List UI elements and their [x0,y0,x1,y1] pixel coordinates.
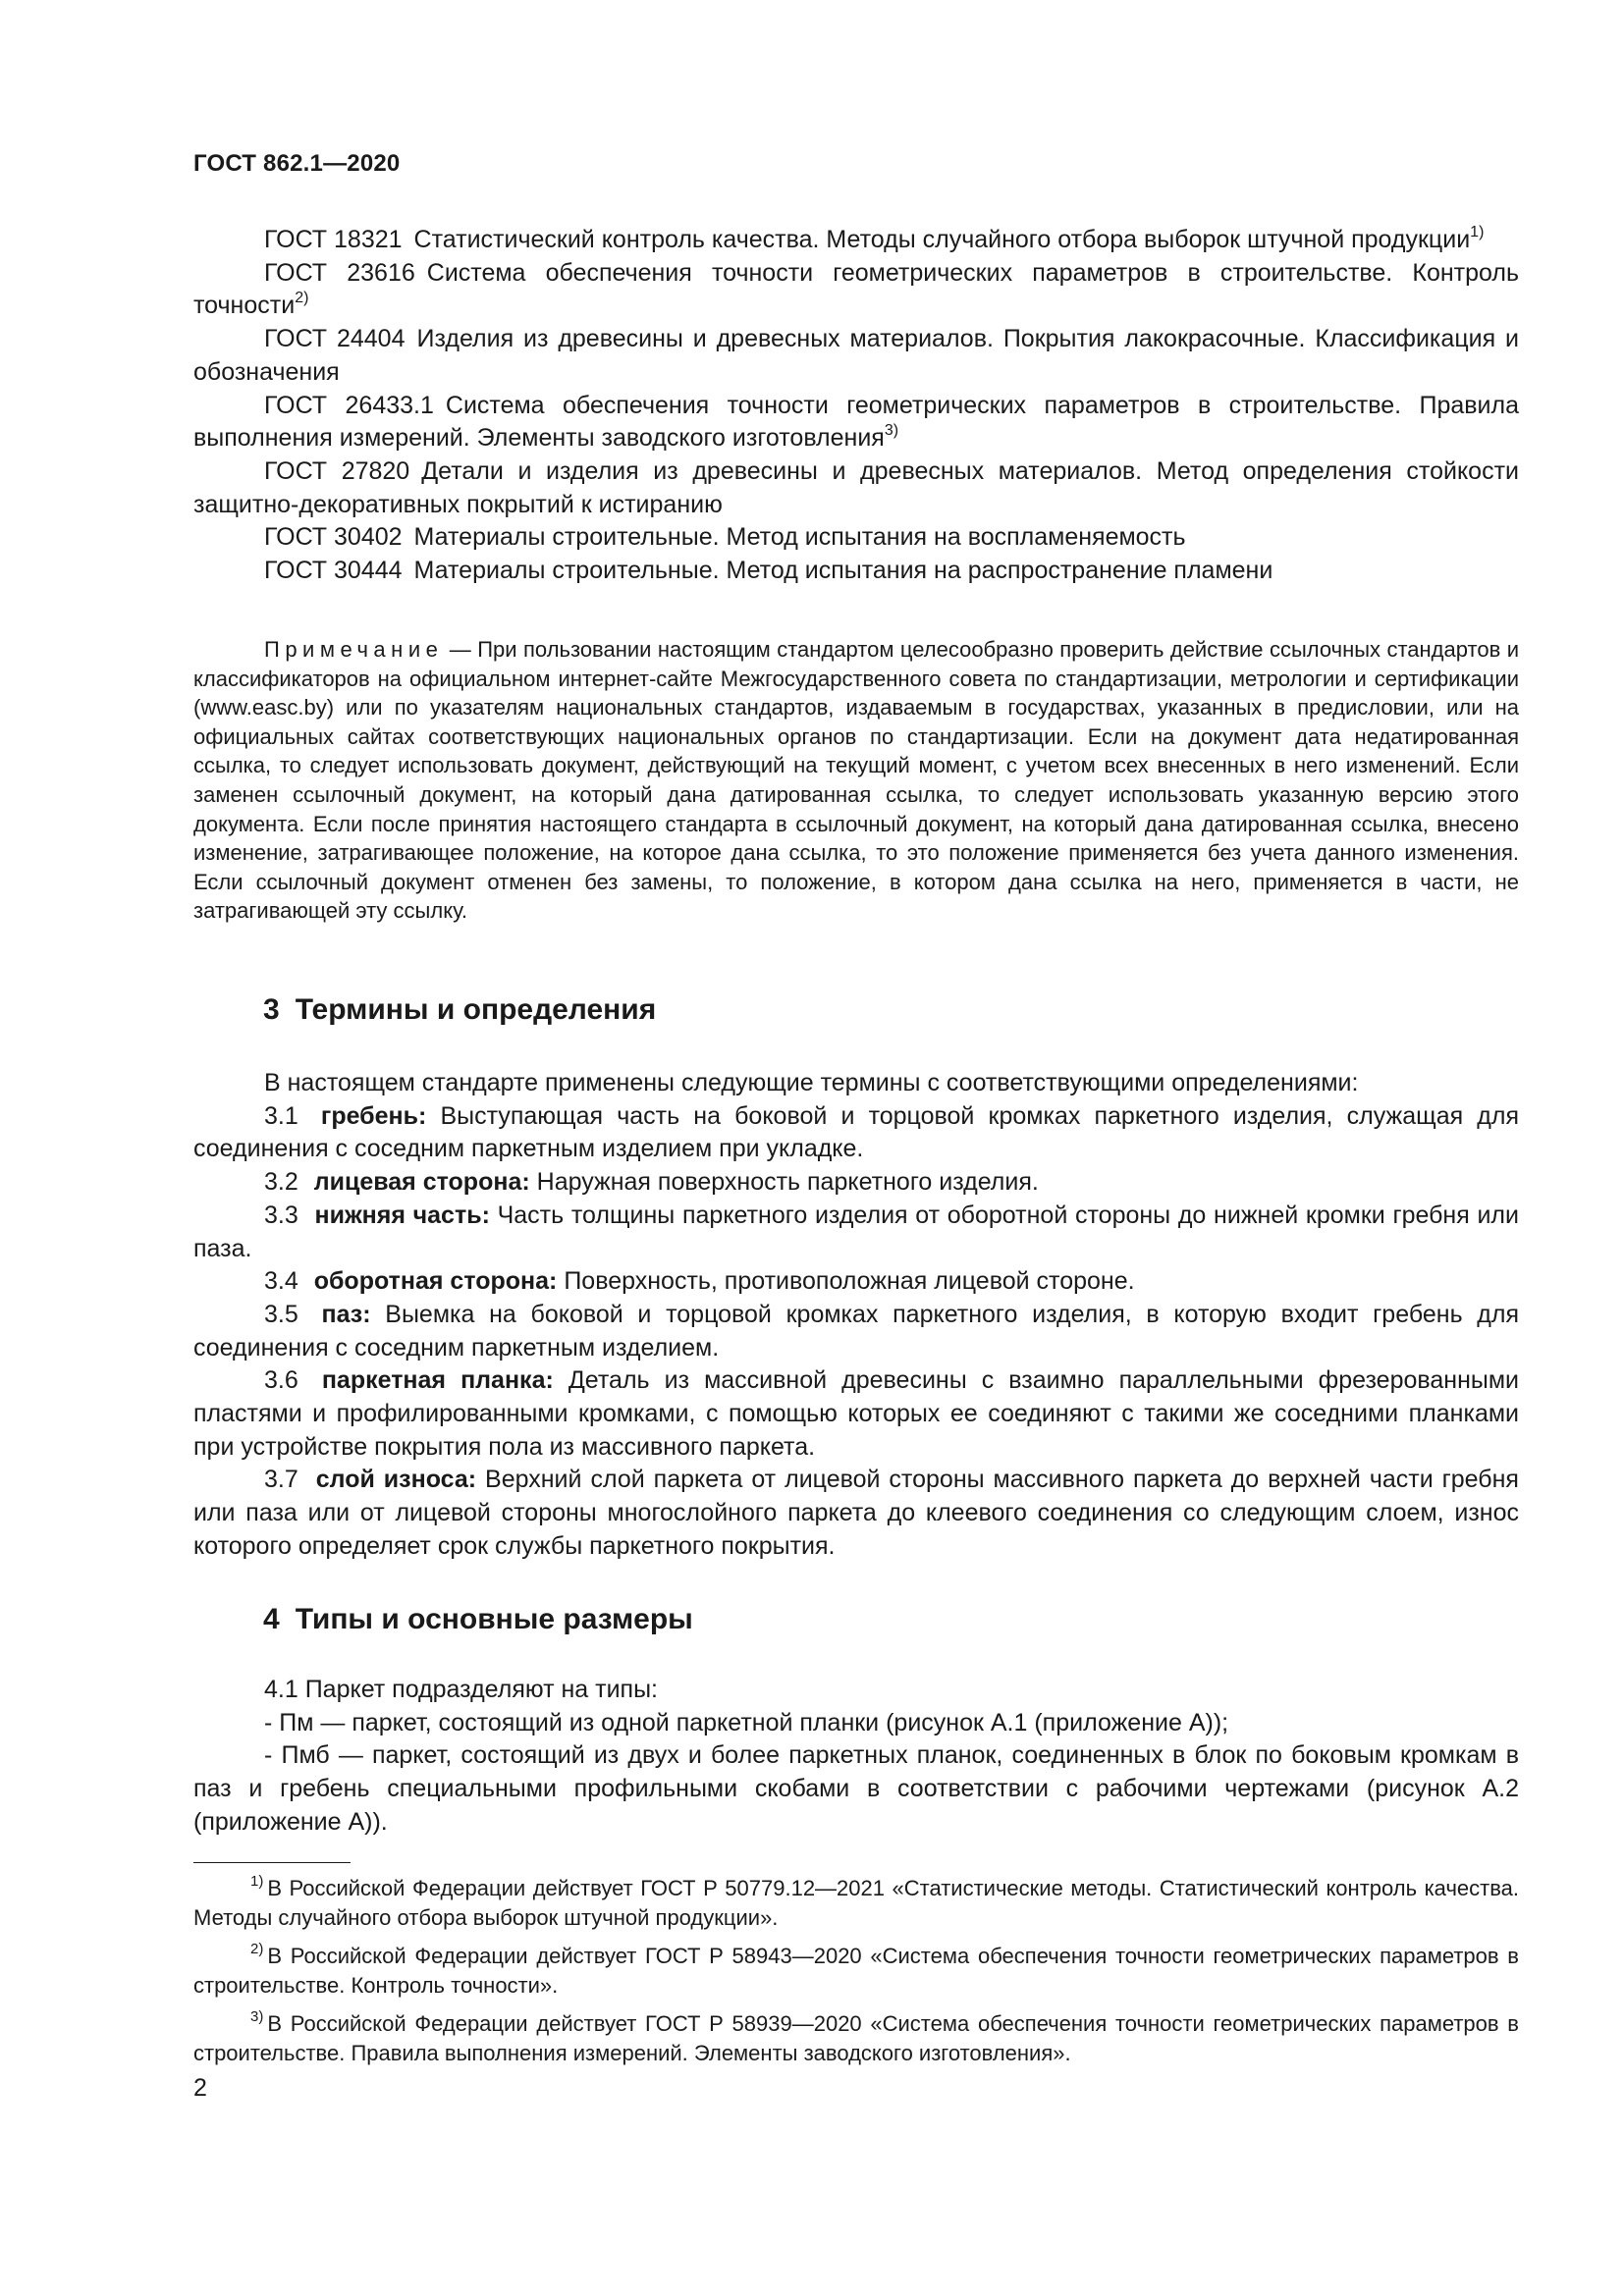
footnote-text: В Российской Федерации действует ГОСТ Р 50779.12—2021 «Статистические методы. Статистический контроль качества. Методы случайного отбора выборок штучной продукции». [193,1876,1519,1930]
reference-title: Материалы строительные. Метод испытания на воспламеняемость [413,523,1186,552]
reference-item [193,257,1519,323]
reference-code: ГОСТ 23616 [264,258,415,287]
term-name: лицевая сторона: [313,1168,530,1197]
footnote [193,1942,1519,2000]
reference-title: Детали и изделия из древесины и древесных материалов. Метод определения стойкости защитно-декоративных покрытий к истиранию [193,456,1519,518]
list-item: - Пмб — паркет, состоящий из двух и более паркетных планок, соединенных в блок по боковым кромкам в паз и гребень специальными профильными скобами в соответствии с рабочими чертежами (рисунок А.2 (приложение А)). [193,1741,1519,1836]
section-intro: В настоящем стандарте применены следующие термины с соответствующими определениями: [264,1069,1359,1096]
page-number: 2 [193,2074,207,2102]
reference-code: ГОСТ 30444 [264,557,403,585]
reference-code: ГОСТ 30402 [264,523,403,552]
reference-item [193,224,1519,257]
term-text: Наружная поверхность паркетного изделия. [536,1168,1039,1197]
reference-item [193,455,1519,521]
section-title: Типы и основные размеры [295,1603,693,1635]
reference-item [193,323,1519,389]
reference-item [193,521,1519,555]
footnote-separator [193,1862,351,1863]
term-definition: 3.4 оборотная сторона: Поверхность, противоположная лицевой стороне. [264,1267,1135,1296]
term-definition: 3.2 лицевая сторона: Наружная поверхность паркетного изделия. [264,1168,1039,1197]
term-text: Выступающая часть на боковой и торцовой кромках паркетного изделия, служащая для соединения с соседним паркетным изделием при укладке. [193,1101,1519,1163]
footnote-text: В Российской Федерации действует ГОСТ Р 58939—2020 «Система обеспечения точности геометрических параметров в строительстве. Правила выполнения измерений. Элементы заводского изготовления». [193,2011,1519,2065]
paragraph: 4.1 Паркет подразделяют на типы: [264,1676,658,1703]
footnote-marker: 2) [295,290,309,307]
note-text: — При пользовании настоящим стандартом целесообразно проверить действие ссылочных стандартов и классификаторов на официальном интернет-сайте Межгосударственного совета по стандартизации, метрологии и сертификации (www.easc.by) или по указателям национальных стандартов, издаваемым в государствах, указанных в предисловии, или на официальных сайтах соответствующих национальных органов по стандартизации. Если на документ дата недатированная ссылка, то следует использовать документ, действующий на текущий момент, с учетом всех внесенных в него изменений. Если заменен ссылочный документ, на который дана датированная ссылка, то следует использовать указанную версию этого документа. Если после принятия настоящего стандарта в ссылочный документ, на который дана датированная ссылка, внесено изменение, затрагивающее положение, на которое дана ссылка, то это положение применяется без учета данного изменения. Если ссылочный документ отменен без замены, то положение, в котором дана ссылка на него, применяется в части, не затрагивающей эту ссылку. [193,637,1519,924]
footnote-mark: 3) [250,2008,264,2026]
section-number: 4 [263,1603,280,1635]
list-item: - Пм — паркет, состоящий из одной паркетной планки (рисунок А.1 (приложение А)); [264,1708,1229,1736]
term-name: слой износа: [315,1466,477,1494]
term-definition: 3.3 нижняя часть: Часть толщины паркетного изделия от оборотной стороны до нижней кромки гребня или паза. [193,1201,1519,1262]
term-name: паркетная планка: [321,1366,554,1395]
section-4-heading [263,1603,693,1636]
term-text: Поверхность, противоположная лицевой стороне. [564,1267,1135,1296]
reference-code: ГОСТ 18321 [264,226,403,253]
term-text: Деталь из массивной древесины с взаимно параллельными фрезерованными пластями и профилированными кромками, с помощью которых ее соединяют с такими же соседними планками при устройстве покрытия пола из массивного паркета. [193,1366,1520,1461]
term-name: гребень: [320,1101,427,1130]
term-definition: 3.6 паркетная планка: Деталь из массивной древесины с взаимно параллельными фрезерованными пластями и профилированными кромками, с помощью которых ее соединяют с такими же соседними планками при устройстве покрытия пола из массивного паркета. [193,1366,1520,1461]
term-definition: 3.1 гребень: Выступающая часть на боковой и торцовой кромках паркетного изделия, служащая для соединения с соседним паркетным изделием при укладке. [193,1101,1519,1163]
reference-code: ГОСТ 26433.1 [264,391,434,419]
reference-title: Система обеспечения точности геометрических параметров в строительстве. Контроль точности [193,258,1520,320]
term-text: Верхний слой паркета от лицевой стороны массивного паркета до верхней части гребня или паза или от лицевой стороны многослойного паркета до клеевого соединения со следующим слоем, износ которого определяет срок службы паркетного покрытия. [193,1466,1519,1560]
reference-title: Материалы строительные. Метод испытания на распространение пламени [413,557,1273,585]
section-number: 3 [263,993,280,1026]
section-3-body [193,1067,1519,1564]
footnote-mark: 2) [250,1941,264,1958]
reference-title: Статистический контроль качества. Методы случайного отбора выборок штучной продукции [413,226,1471,253]
term-text: Выемка на боковой и торцовой кромках паркетного изделия, в которую входит гребень для соединения с соседним паркетным изделием. [193,1300,1520,1362]
term-definition: 3.5 паз: Выемка на боковой и торцовой кромках паркетного изделия, в которую входит гребень для соединения с соседним паркетным изделием. [193,1300,1520,1362]
footnotes [193,1874,1519,2078]
note-label: Примечание [264,637,444,662]
references-note [193,635,1519,926]
term-name: нижняя часть: [314,1201,490,1229]
section-title: Термины и определения [295,993,657,1026]
footnote-marker: 1) [1470,224,1485,240]
footnote [193,1874,1519,1932]
footnote-mark: 1) [250,1873,264,1890]
term-definition: 3.7 слой износа: Верхний слой паркета от лицевой стороны массивного паркета до верхней части гребня или паза или от лицевой стороны многослойного паркета до клеевого соединения со следующим слоем, износ которого определяет срок службы паркетного покрытия. [193,1466,1519,1560]
reference-item [193,390,1519,455]
footnote-text: В Российской Федерации действует ГОСТ Р 58943—2020 «Система обеспечения точности геометрических параметров в строительстве. Контроль точности». [193,1944,1519,1998]
document-header: ГОСТ 862.1—2020 [193,150,401,177]
reference-title: Система обеспечения точности геометрических параметров в строительстве. Правила выполнения измерений. Элементы заводского изготовления [193,391,1520,453]
reference-code: ГОСТ 24404 [264,325,406,353]
term-text: Часть толщины паркетного изделия от оборотной стороны до нижней кромки гребня или паза. [193,1201,1519,1262]
term-name: паз: [321,1300,371,1328]
reference-title: Изделия из древесины и древесных материалов. Покрытия лакокрасочные. Классификация и обозначения [193,325,1519,386]
reference-item [193,555,1519,588]
term-name: оборотная сторона: [313,1267,558,1296]
footnote [193,2009,1519,2067]
normative-references [193,224,1519,588]
section-3-heading [263,993,656,1027]
footnote-marker: 3) [884,422,899,440]
section-4-body [193,1674,1519,1840]
reference-code: ГОСТ 27820 [264,456,410,485]
